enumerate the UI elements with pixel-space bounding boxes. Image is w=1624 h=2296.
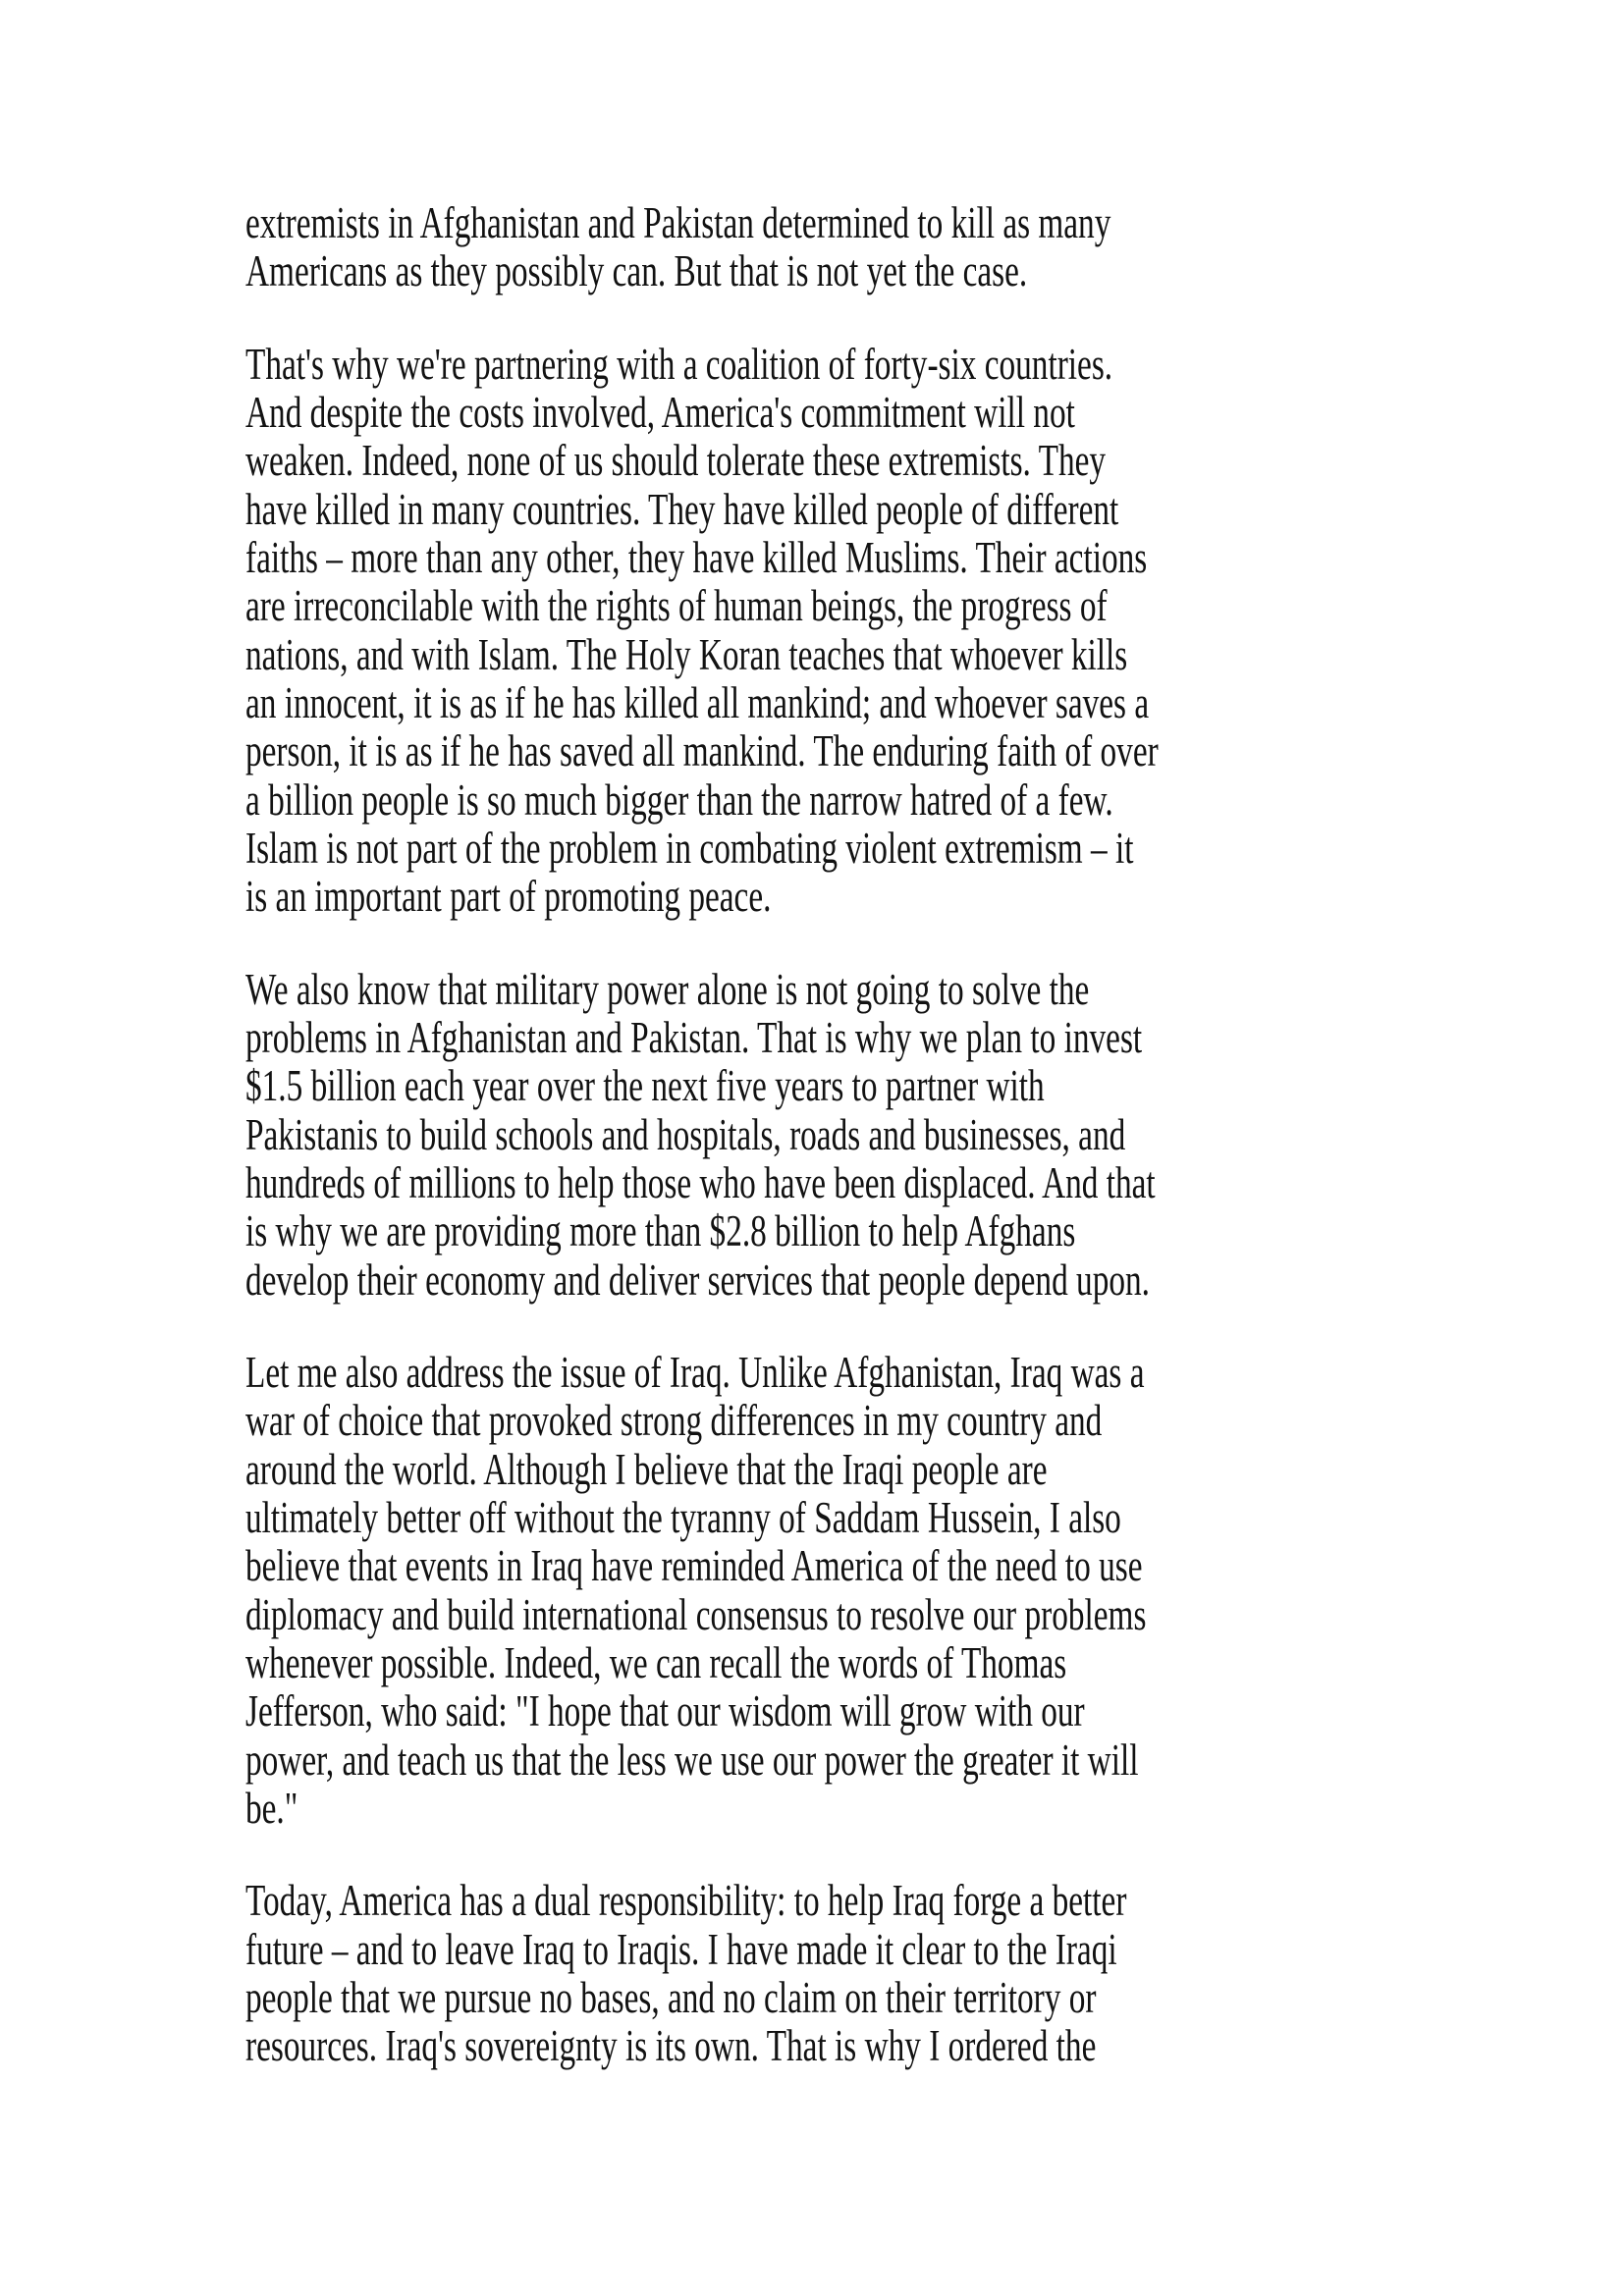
text-line: be." [245,1783,298,1833]
text-line: hundreds of millions to help those who have been displaced. And that [245,1157,1156,1207]
text-line: $1.5 billion each year over the next five years to partner with [245,1061,1045,1111]
text-line: believe that events in Iraq have reminded America of the need to use [245,1541,1143,1591]
text-line: is why we are providing more than $2.8 billion to help Afghans [245,1206,1076,1256]
paragraph [245,199,1408,296]
text-line: is an important part of promoting peace. [245,872,772,922]
text-line: nations, and with Islam. The Holy Koran teaches that whoever kills [245,629,1128,679]
text-line: Today, America has a dual responsibility: to help Iraq forge a better [245,1876,1127,1926]
text-line: war of choice that provoked strong differences in my country and [245,1396,1103,1446]
text-line: develop their economy and deliver services that people depend upon. [245,1255,1150,1305]
paragraph [245,966,1408,1305]
text-line: people that we pursue no bases, and no claim on their territory or [245,1972,1097,2022]
paragraph [245,1349,1408,1833]
text-line: power, and teach us that the less we use our power the greater it will [245,1735,1139,1785]
text-line: And despite the costs involved, America's commitment will not [245,387,1075,437]
text-line: around the world. Although I believe that the Iraqi people are [245,1444,1048,1494]
text-line: problems in Afghanistan and Pakistan. That is why we plan to invest [245,1012,1143,1062]
text-line: have killed in many countries. They have killed people of different [245,484,1119,534]
text-line: We also know that military power alone is not going to solve the [245,964,1090,1014]
text-line: future – and to leave Iraq to Iraqis. I have made it clear to the Iraqi [245,1924,1117,1974]
text-line: Americans as they possibly can. But that is not yet the case. [245,246,1028,296]
text-line: Islam is not part of the problem in combating violent extremism – it [245,823,1134,873]
paragraph [245,1877,1408,2070]
text-line: Let me also address the issue of Iraq. Unlike Afghanistan, Iraq was a [245,1347,1145,1397]
text-line: whenever possible. Indeed, we can recall the words of Thomas [245,1637,1067,1687]
text-line: Jefferson, who said: "I hope that our wisdom will grow with our [245,1686,1085,1736]
paragraph [245,341,1408,922]
text-line: an innocent, it is as if he has killed all mankind; and whoever saves a [245,677,1150,727]
text-line: resources. Iraq's sovereignty is its own. That is why I ordered the [245,2021,1097,2071]
text-line: weaken. Indeed, none of us should tolerate these extremists. They [245,436,1107,486]
document-text-block [245,199,1408,2114]
text-line: extremists in Afghanistan and Pakistan determined to kill as many [245,198,1111,247]
text-line: a billion people is so much bigger than the narrow hatred of a few. [245,774,1113,825]
text-line: diplomacy and build international consensus to resolve our problems [245,1589,1147,1639]
text-line: faiths – more than any other, they have killed Muslims. Their actions [245,532,1148,582]
text-line: Pakistanis to build schools and hospitals, roads and businesses, and [245,1109,1126,1159]
text-line: ultimately better off without the tyranny of Saddam Hussein, I also [245,1492,1121,1542]
text-line: That's why we're partnering with a coalition of forty-six countries. [245,339,1113,389]
text-line: person, it is as if he has saved all mankind. The enduring faith of over [245,726,1159,776]
text-line: are irreconcilable with the rights of human beings, the progress of [245,581,1108,631]
